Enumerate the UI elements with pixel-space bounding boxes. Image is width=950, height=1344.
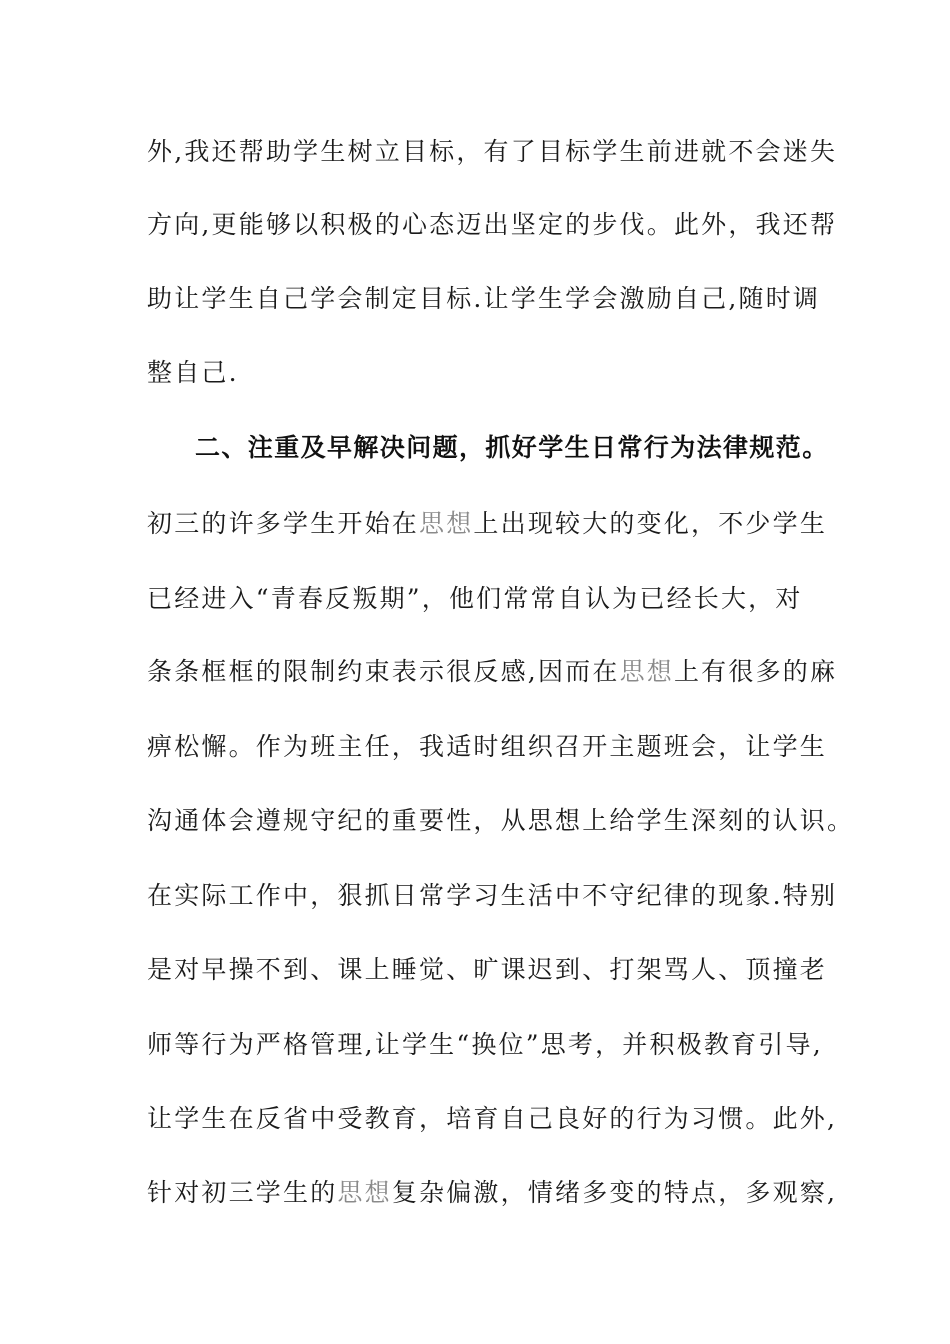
section-heading: 二、注重及早解决问题，抓好学生日常行为法律规范。: [195, 433, 829, 462]
text-segment: 复杂偏激，情绪多变的特点，多观察,: [391, 1178, 838, 1207]
paragraph-line: 外,我还帮助学生树立目标，有了目标学生前进就不会迷失: [147, 137, 838, 166]
paragraph-line: [147, 504, 827, 544]
paragraph-line: 师等行为严格管理,让学生“换位”思考，并积极教育引导,: [147, 1030, 823, 1059]
paragraph-line: 助让学生自己学会制定目标.让学生学会激励自己,随时调: [147, 284, 821, 313]
paragraph-line: 方向,更能够以积极的心态迈出坚定的步伐。此外，我还帮: [147, 210, 838, 239]
paragraph-line: 已经进入“青春反叛期”，他们常常自认为已经长大，对: [147, 584, 803, 613]
text-segment: 初三的许多学生开始在: [147, 509, 420, 538]
paragraph-line: 沟通体会遵规守纪的重要性，从思想上给学生深刻的认识。: [147, 806, 855, 835]
paragraph-line: [147, 652, 838, 692]
paragraph-line: 让学生在反省中受教育，培育自己良好的行为习惯。此外,: [147, 1104, 838, 1133]
text-segment: 上出现较大的变化，不少学生: [473, 509, 828, 538]
text-segment: 上有很多的麻: [673, 657, 838, 686]
keyword-link[interactable]: 思想: [419, 509, 474, 538]
paragraph-line: [147, 1173, 838, 1213]
keyword-link[interactable]: 思想: [619, 657, 674, 686]
keyword-link[interactable]: 思想: [337, 1178, 392, 1207]
text-segment: 条条框框的限制约束表示很反感,因而在: [147, 657, 620, 686]
paragraph-line: 在实际工作中，狠抓日常学习生活中不守纪律的现象.特别: [147, 881, 838, 910]
text-segment: 针对初三学生的: [147, 1178, 338, 1207]
paragraph-line: 是对早操不到、课上睡觉、旷课迟到、打架骂人、顶撞老: [147, 955, 828, 984]
paragraph-line: 痹松懈。作为班主任，我适时组织召开主题班会，让学生: [147, 732, 828, 761]
paragraph-line: 整自己.: [147, 358, 239, 387]
